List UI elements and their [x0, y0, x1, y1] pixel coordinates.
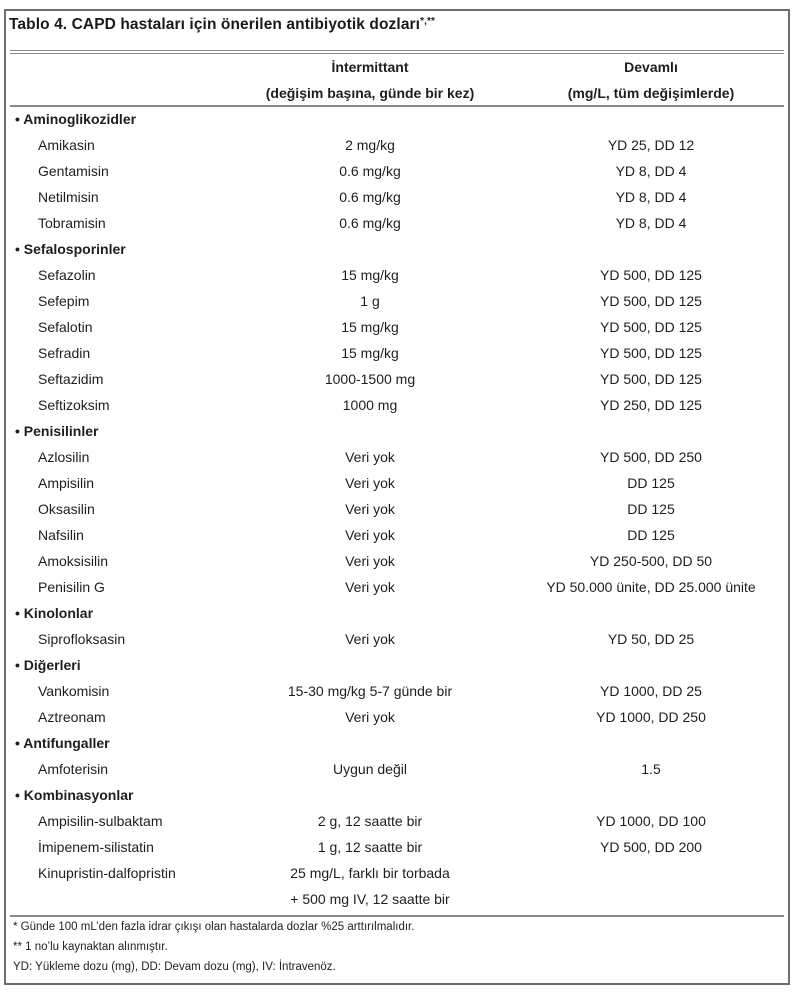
category-row — [0, 106, 797, 132]
intermittent-dose: Uygun değil — [333, 761, 407, 777]
table-row — [0, 756, 797, 782]
continuous-dose: YD 8, DD 4 — [615, 163, 687, 179]
category-row — [0, 782, 797, 808]
table-row — [0, 184, 797, 210]
continuous-dose: YD 500, DD 200 — [600, 839, 702, 855]
continuous-dose: YD 250-500, DD 50 — [589, 553, 713, 569]
table-row — [0, 366, 797, 392]
drug-name: Seftizoksim — [38, 397, 110, 413]
intermittent-dose: Veri yok — [345, 475, 395, 491]
category-label: • Kombinasyonlar — [15, 787, 134, 803]
intermittent-dose: Veri yok — [345, 527, 395, 543]
drug-name: Oksasilin — [38, 501, 95, 517]
table-row — [0, 470, 797, 496]
drug-name: Netilmisin — [38, 189, 99, 205]
drug-name: Sefalotin — [38, 319, 93, 335]
category-row — [0, 418, 797, 444]
intermittent-dose: 0.6 mg/kg — [339, 163, 401, 179]
drug-name: Gentamisin — [38, 163, 109, 179]
intermittent-dose: 1 g — [360, 293, 380, 309]
header-continuous: Devamlı — [624, 59, 678, 75]
category-label: • Penisilinler — [15, 423, 99, 439]
continuous-dose: YD 500, DD 125 — [600, 267, 702, 283]
intermittent-dose: Veri yok — [345, 631, 395, 647]
table-row — [0, 678, 797, 704]
continuous-dose: YD 1000, DD 250 — [596, 709, 706, 725]
intermittent-dose: 25 mg/L, farklı bir torbada — [290, 865, 450, 881]
table-row — [0, 262, 797, 288]
category-label: • Diğerleri — [15, 657, 81, 673]
table-row — [0, 314, 797, 340]
table-row — [0, 496, 797, 522]
drug-name: Sefazolin — [38, 267, 96, 283]
intermittent-dose: 15 mg/kg — [341, 319, 399, 335]
category-label: • Sefalosporinler — [15, 241, 126, 257]
continuous-dose: YD 500, DD 125 — [600, 293, 702, 309]
table-row — [0, 626, 797, 652]
continuous-dose: DD 125 — [627, 501, 675, 517]
continuous-dose: 1.5 — [641, 761, 661, 777]
table-row — [0, 340, 797, 366]
header-row-1 — [0, 54, 797, 80]
drug-name: Kinupristin-dalfopristin — [38, 865, 176, 881]
table-row — [0, 522, 797, 548]
category-label: • Aminoglikozidler — [15, 111, 137, 127]
header-intermittent: İntermittant — [331, 59, 409, 75]
intermittent-dose: 1000 mg — [342, 397, 398, 413]
drug-name: Vankomisin — [38, 683, 110, 699]
category-row — [0, 730, 797, 756]
drug-name: Amoksisilin — [38, 553, 109, 569]
drug-name: Azlosilin — [38, 449, 90, 465]
intermittent-dose: 1000-1500 mg — [324, 371, 416, 387]
table-row — [0, 704, 797, 730]
category-label: • Antifungaller — [15, 735, 110, 751]
drug-name: Aztreonam — [38, 709, 106, 725]
table-row — [0, 210, 797, 236]
continuous-dose: DD 125 — [627, 527, 675, 543]
continuous-dose: YD 500, DD 125 — [600, 371, 702, 387]
category-row — [0, 236, 797, 262]
intermittent-dose: 15 mg/kg — [341, 267, 399, 283]
intermittent-dose: Veri yok — [345, 709, 395, 725]
drug-name: Sefepim — [38, 293, 90, 309]
intermittent-dose: Veri yok — [345, 553, 395, 569]
drug-name: Nafsilin — [38, 527, 84, 543]
table-row — [0, 548, 797, 574]
continuous-dose: YD 8, DD 4 — [615, 215, 687, 231]
table-row — [0, 574, 797, 600]
table-row — [0, 288, 797, 314]
continuous-dose: YD 500, DD 125 — [600, 345, 702, 361]
intermittent-dose: Veri yok — [345, 579, 395, 595]
header-row-2 — [0, 80, 797, 106]
drug-name: Seftazidim — [38, 371, 104, 387]
table-row — [0, 808, 797, 834]
table-row — [0, 392, 797, 418]
continuous-dose: YD 50, DD 25 — [607, 631, 695, 647]
drug-name: Ampisilin-sulbaktam — [38, 813, 163, 829]
title-footnote-marks: *,** — [420, 16, 435, 27]
drug-name: Amikasin — [38, 137, 95, 153]
table-row — [0, 886, 797, 912]
intermittent-dose: 2 g, 12 saatte bir — [317, 813, 423, 829]
header-intermittent-sub: (değişim başına, günde bir kez) — [265, 85, 475, 101]
intermittent-dose: 2 mg/kg — [345, 137, 395, 153]
continuous-dose: YD 500, DD 250 — [600, 449, 702, 465]
footnote-2: ** 1 no’lu kaynaktan alınmıştır. — [13, 941, 168, 953]
drug-name: Penisilin G — [38, 579, 105, 595]
intermittent-dose: Veri yok — [345, 501, 395, 517]
footnote-3: YD: Yükleme dozu (mg), DD: Devam dozu (mg), IV: İntravenöz. — [13, 961, 336, 973]
table-row — [0, 860, 797, 886]
continuous-dose: YD 250, DD 125 — [600, 397, 702, 413]
table-row — [0, 444, 797, 470]
category-label: • Kinolonlar — [15, 605, 94, 621]
drug-name: Siprofloksasin — [38, 631, 126, 647]
category-row — [0, 652, 797, 678]
drug-name: Ampisilin — [38, 475, 95, 491]
table-row — [0, 158, 797, 184]
continuous-dose: YD 8, DD 4 — [615, 189, 687, 205]
continuous-dose: YD 25, DD 12 — [607, 137, 695, 153]
continuous-dose: YD 500, DD 125 — [600, 319, 702, 335]
drug-name: Tobramisin — [38, 215, 106, 231]
footnote-1: * Günde 100 mL’den fazla idrar çıkışı olan hastalarda dozlar %25 arttırılmalıdır. — [13, 921, 415, 933]
intermittent-dose: 15-30 mg/kg 5-7 günde bir — [287, 683, 453, 699]
continuous-dose: YD 1000, DD 100 — [596, 813, 706, 829]
continuous-dose: DD 125 — [627, 475, 675, 491]
drug-name: İmipenem-silistatin — [38, 839, 154, 855]
intermittent-dose: Veri yok — [345, 449, 395, 465]
table-title-text: Tablo 4. CAPD hastaları için önerilen antibiyotik dozları — [9, 16, 421, 33]
table-row — [0, 834, 797, 860]
header-continuous-sub: (mg/L, tüm değişimlerde) — [567, 85, 735, 101]
table-title — [9, 16, 435, 34]
intermittent-dose: 1 g, 12 saatte bir — [317, 839, 423, 855]
table-row — [0, 132, 797, 158]
intermittent-dose: 0.6 mg/kg — [339, 189, 401, 205]
drug-name: Sefradin — [38, 345, 91, 361]
drug-name: Amfoterisin — [38, 761, 109, 777]
intermittent-dose: 15 mg/kg — [341, 345, 399, 361]
continuous-dose: YD 1000, DD 25 — [600, 683, 702, 699]
intermittent-dose: + 500 mg IV, 12 saatte bir — [290, 891, 450, 907]
continuous-dose: YD 50.000 ünite, DD 25.000 ünite — [546, 579, 756, 595]
category-row — [0, 600, 797, 626]
intermittent-dose: 0.6 mg/kg — [339, 215, 401, 231]
